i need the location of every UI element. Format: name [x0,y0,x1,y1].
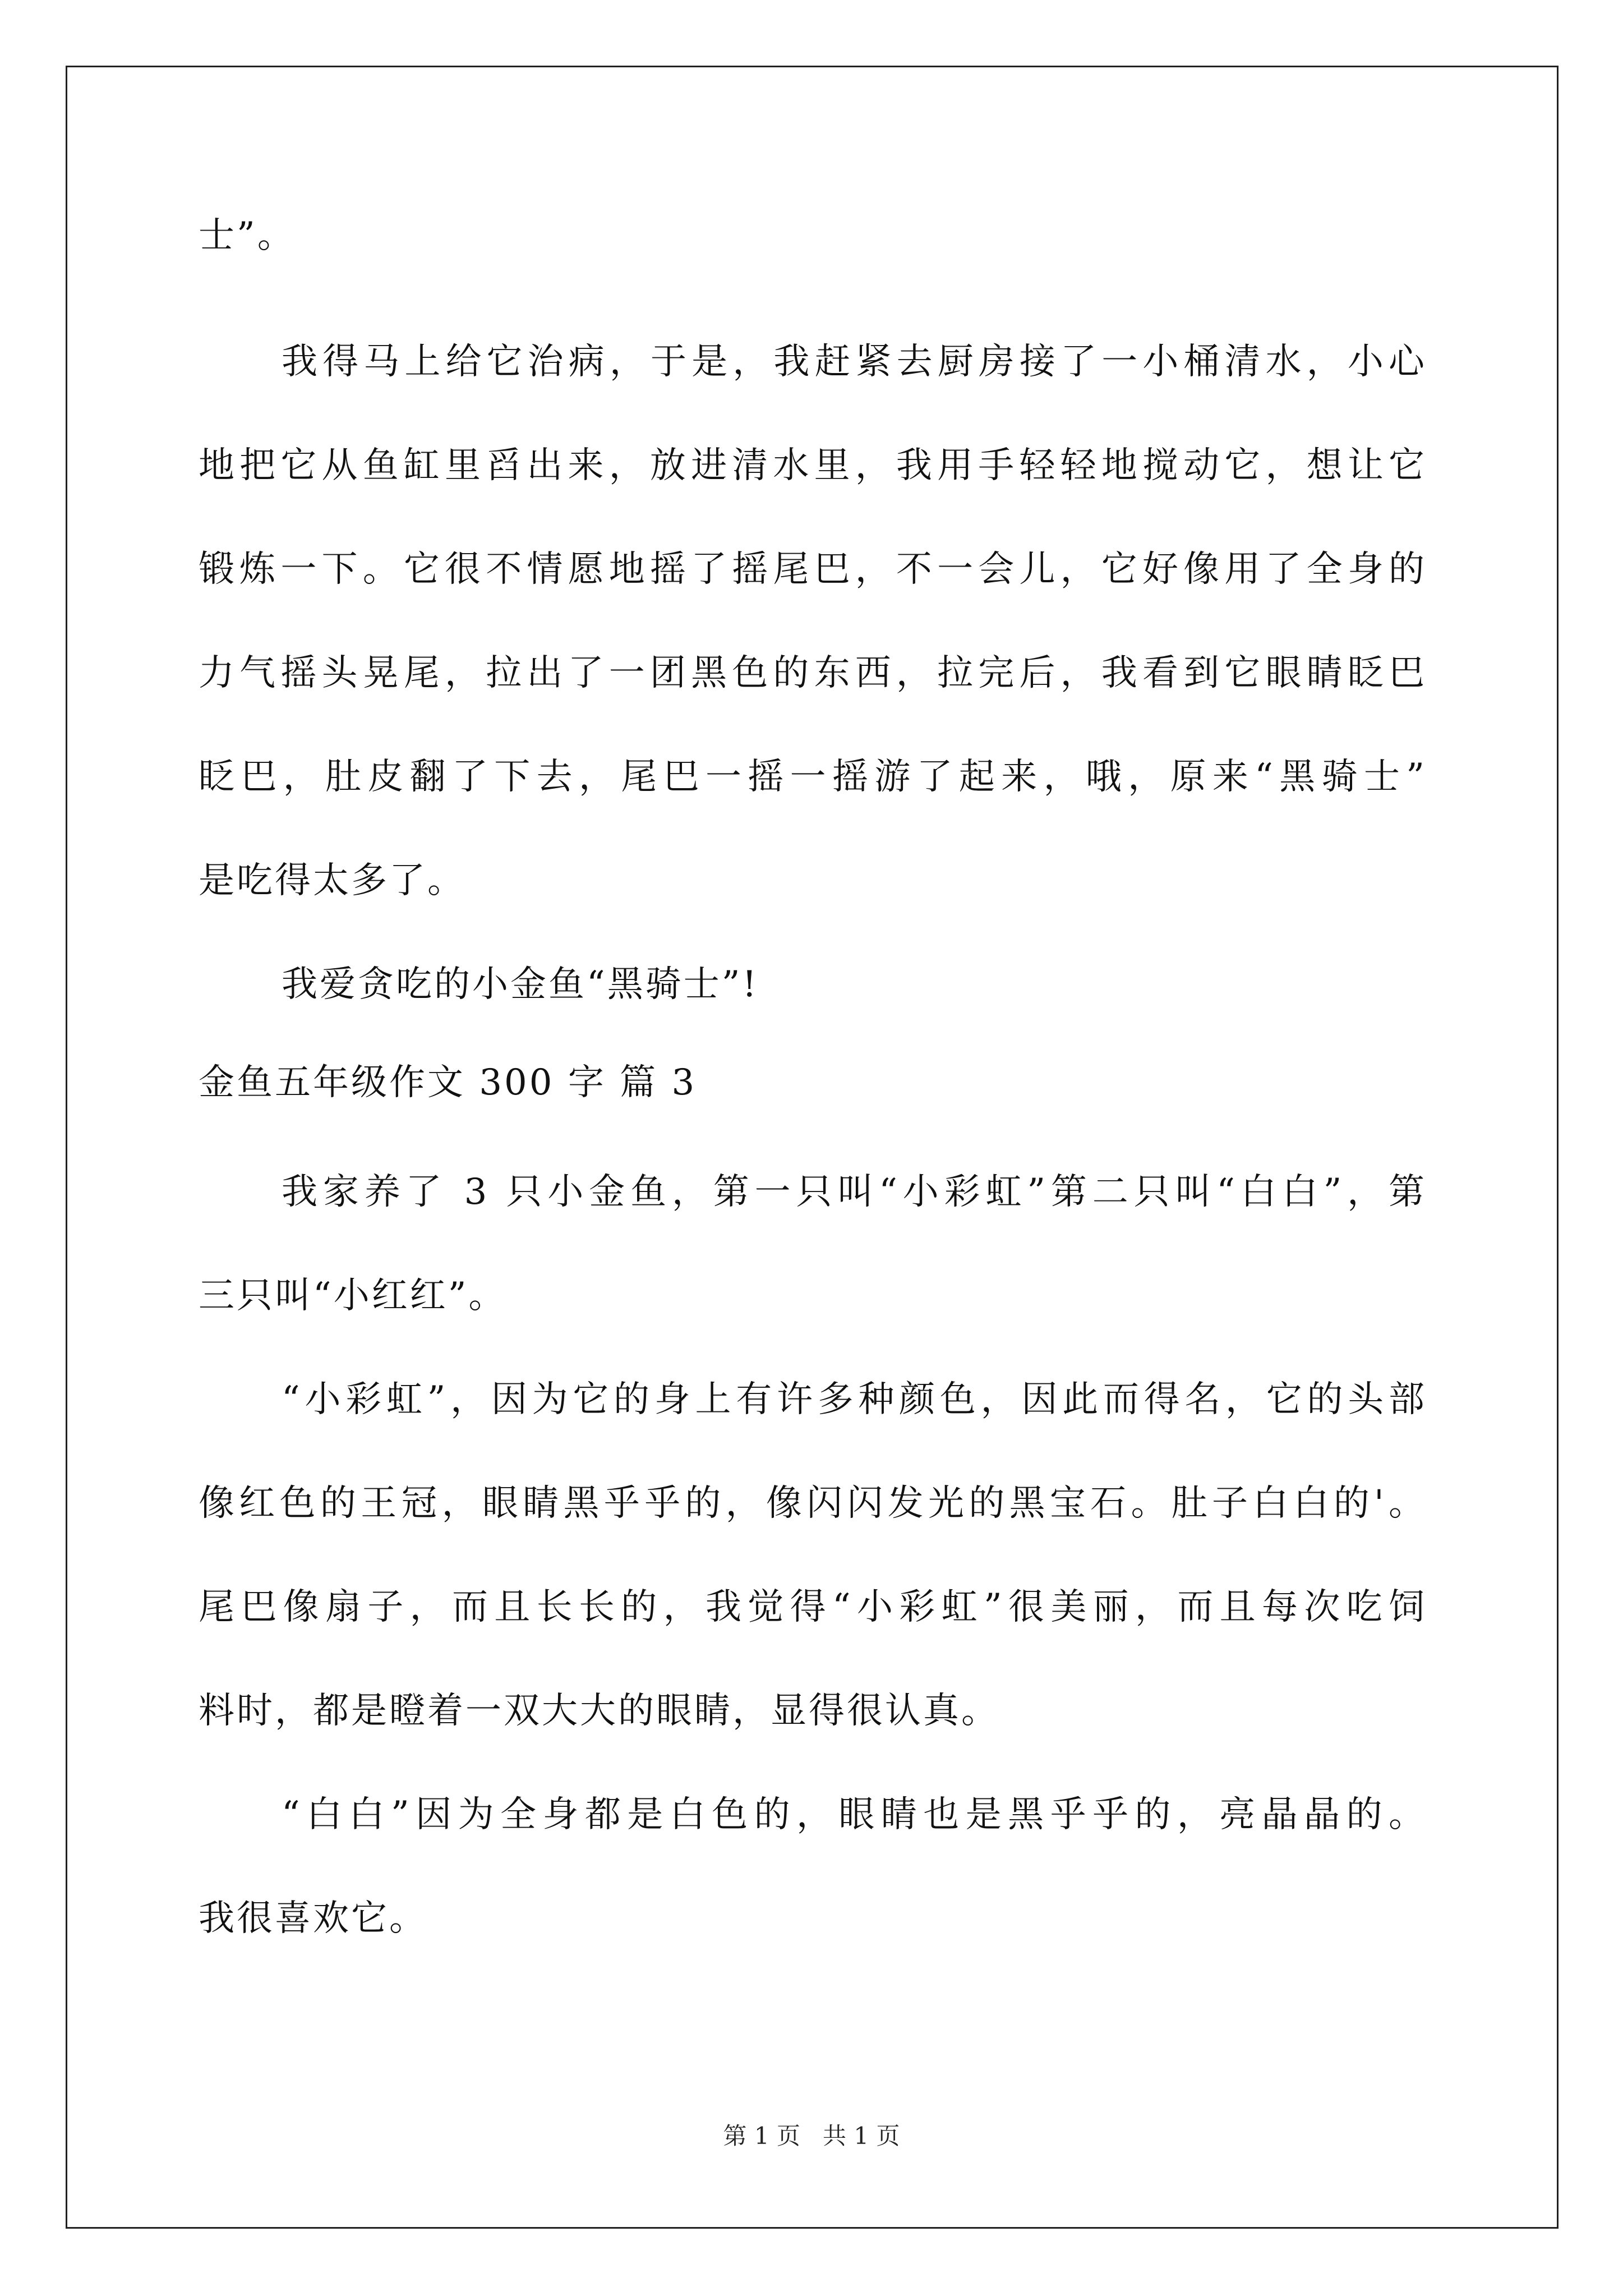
paragraph-line: 地把它从鱼缸里舀出来，放进清水里，我用手轻轻地搅动它，想让它 [199,445,1427,486]
paragraph-line: 眨巴，肚皮翻了下去，尾巴一摇一摇游了起来，哦，原来“黑骑士” [199,756,1427,798]
paragraph-line: 我家养了 3 只小金鱼，第一只叫“小彩虹”第二只叫“白白”，第 [282,1171,1427,1213]
paragraph-line: 我爱贪吃的小金鱼“黑骑士”! [282,964,759,1005]
paragraph-line: “小彩虹”，因为它的身上有许多种颜色，因此而得名，它的头部 [282,1379,1427,1420]
page-number-footer: 第 1 页 共 1 页 [723,2122,900,2150]
paragraph-line: 我得马上给它治病，于是，我赶紧去厨房接了一小桶清水，小心 [282,341,1427,383]
paragraph-line: “白白”因为全身都是白色的，眼睛也是黑乎乎的，亮晶晶的。 [282,1794,1427,1835]
paragraph-line: 士”。 [199,215,296,256]
section-heading: 金鱼五年级作文 300 字 篇 3 [199,1062,697,1103]
paragraph-line: 我很喜欢它。 [199,1898,427,1939]
paragraph-line: 是吃得太多了。 [199,860,465,901]
paragraph-line: 三只叫“小红红”。 [199,1275,507,1317]
paragraph-line: 尾巴像扇子，而且长长的，我觉得“小彩虹”很美丽，而且每次吃饲 [199,1586,1427,1628]
paragraph-line: 力气摇头晃尾，拉出了一团黑色的东西，拉完后，我看到它眼睛眨巴 [199,652,1427,694]
paragraph-line: 锻炼一下。它很不情愿地摇了摇尾巴，不一会儿，它好像用了全身的 [199,549,1427,590]
paragraph-line: 像红色的王冠，眼睛黑乎乎的，像闪闪发光的黑宝石。肚子白白的'。 [199,1483,1427,1524]
paragraph-line: 料时，都是瞪着一双大大的眼睛，显得很认真。 [199,1690,999,1732]
